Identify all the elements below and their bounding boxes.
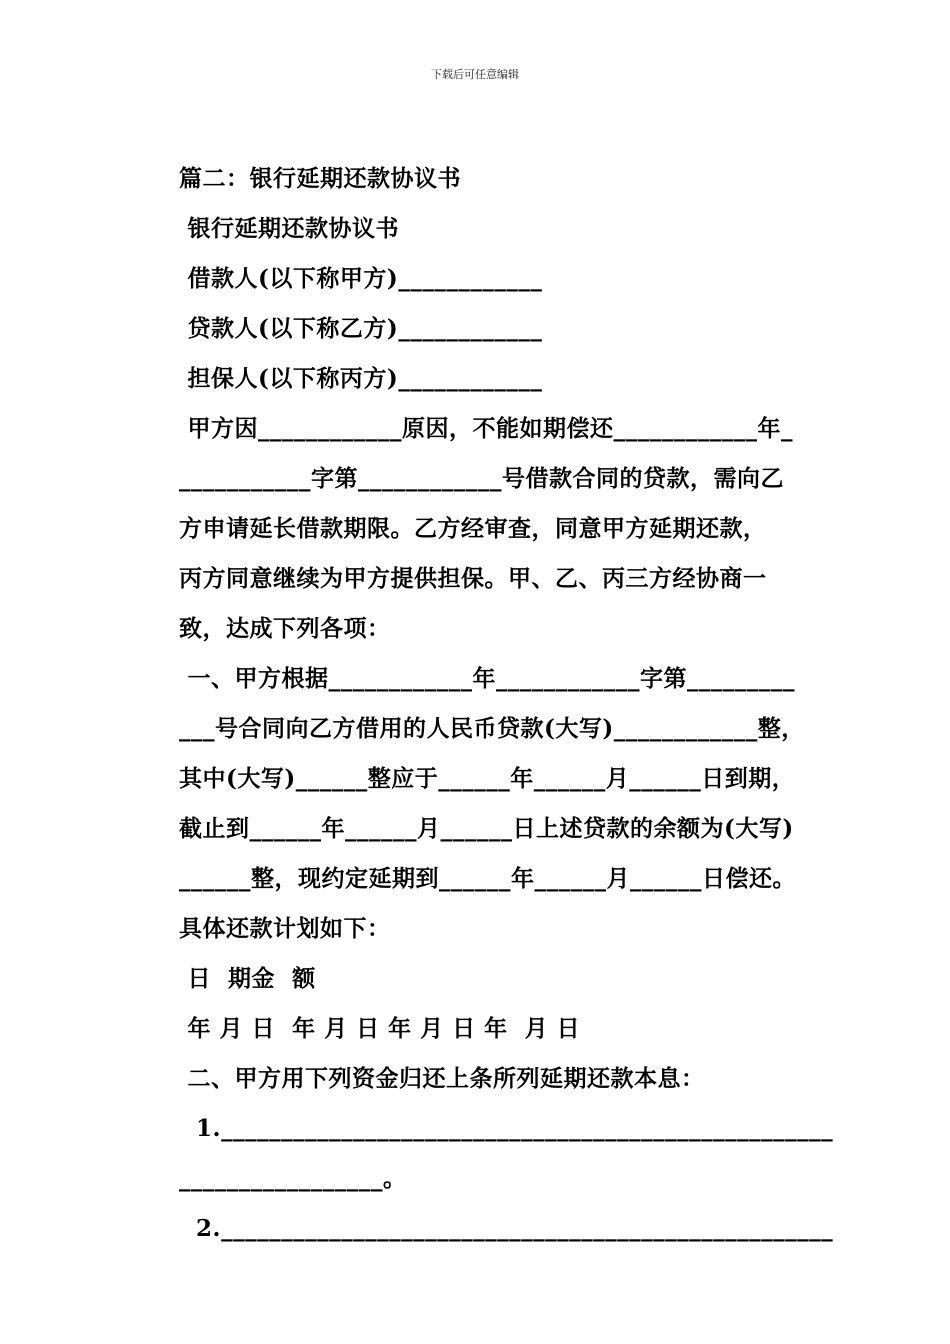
blank-field: ____________ xyxy=(398,265,543,292)
text-run: 年 xyxy=(511,865,535,892)
text-run: 。 xyxy=(383,1165,407,1192)
blank-field: ____________ xyxy=(258,415,403,442)
text-run: 担保人(以下称丙方) xyxy=(179,365,399,392)
blank-field: ___________ xyxy=(179,465,312,492)
text-run: 借款人(以下称甲方) xyxy=(179,265,399,292)
text-run: 日到期， xyxy=(701,765,796,792)
blank-field: ______ xyxy=(438,765,511,792)
text-run: 年 xyxy=(510,765,534,792)
text-run: 致，达成下列各项： xyxy=(179,615,391,642)
text-run: 具体还款计划如下： xyxy=(179,915,391,942)
item-2-line xyxy=(145,1184,833,1274)
page-header-note: 下载后可任意编辑 xyxy=(431,68,519,81)
blank-field: ____________ xyxy=(398,365,543,392)
text-run: 日 期金 额 xyxy=(179,965,316,992)
text-run: 日偿还。 xyxy=(702,865,797,892)
blank-field: ______ xyxy=(249,815,322,842)
text-run: 日上述贷款的余额为(大写) xyxy=(512,815,794,842)
blank-field: ___________________________________________________ xyxy=(221,1215,834,1242)
text-run: 年 xyxy=(472,665,497,692)
text-run: 号借款合同的贷款，需向乙 xyxy=(502,465,785,492)
text-run: 截止到 xyxy=(179,815,250,842)
text-run: 银行延期还款协议书 xyxy=(179,215,400,242)
text-run: 月 xyxy=(417,815,441,842)
blank-field: ___ xyxy=(179,715,216,742)
text-run: 二、甲方用下列资金归还上条所列延期还款本息： xyxy=(179,1065,705,1092)
blank-field: ______ xyxy=(440,815,513,842)
text-run: 贷款人(以下称乙方) xyxy=(179,315,399,342)
text-run: 号合同向乙方借用的人民币贷款(大写) xyxy=(215,715,614,742)
text-run: 年_ xyxy=(757,415,794,442)
blank-field: _________ xyxy=(687,665,796,692)
blank-field: ___________________________________________________ xyxy=(221,1115,834,1142)
text-run: 方申请延长借款期限。乙方经审查，同意甲方延期还款， xyxy=(179,515,767,542)
text-run: 一、甲方根据 xyxy=(179,665,329,692)
blank-field: ____________ xyxy=(613,415,758,442)
text-run: 2. xyxy=(179,1215,222,1242)
text-run: 篇二：银行延期还款协议书 xyxy=(179,165,462,192)
text-run: 其中(大写) xyxy=(179,765,296,792)
text-run: 甲方因 xyxy=(179,415,259,442)
blank-field: ______ xyxy=(534,865,607,892)
blank-field: ______ xyxy=(629,765,702,792)
blank-field: ______ xyxy=(630,865,703,892)
text-run: 整，现约定延期到 xyxy=(251,865,440,892)
text-run: 月 xyxy=(606,865,631,892)
text-run: 年 xyxy=(321,815,346,842)
text-run: 1. xyxy=(179,1115,222,1142)
text-run: 年 月 日 年 月 日 年 月 日 年 月 日 xyxy=(179,1015,581,1042)
blank-field: ______ xyxy=(295,765,368,792)
text-run: 丙方同意继续为甲方提供担保。甲、乙、丙三方经协商一 xyxy=(179,565,767,592)
text-run: 整， xyxy=(757,715,805,742)
blank-field: ____________ xyxy=(496,665,641,692)
blank-field: _________________ xyxy=(179,1165,384,1192)
text-run: 原因，不能如期偿还 xyxy=(402,415,614,442)
text-run: 整应于 xyxy=(367,765,439,792)
blank-field: ____________ xyxy=(613,715,758,742)
blank-field: ____________ xyxy=(328,665,473,692)
text-run: 月 xyxy=(605,765,630,792)
blank-field: ____________ xyxy=(358,465,503,492)
text-run: 字第 xyxy=(311,465,359,492)
blank-field: ______ xyxy=(179,865,252,892)
blank-field: ______ xyxy=(439,865,512,892)
text-run: 字第 xyxy=(640,665,688,692)
blank-field: ______ xyxy=(533,765,606,792)
blank-field: ____________ xyxy=(398,315,543,342)
blank-field: ______ xyxy=(345,815,418,842)
